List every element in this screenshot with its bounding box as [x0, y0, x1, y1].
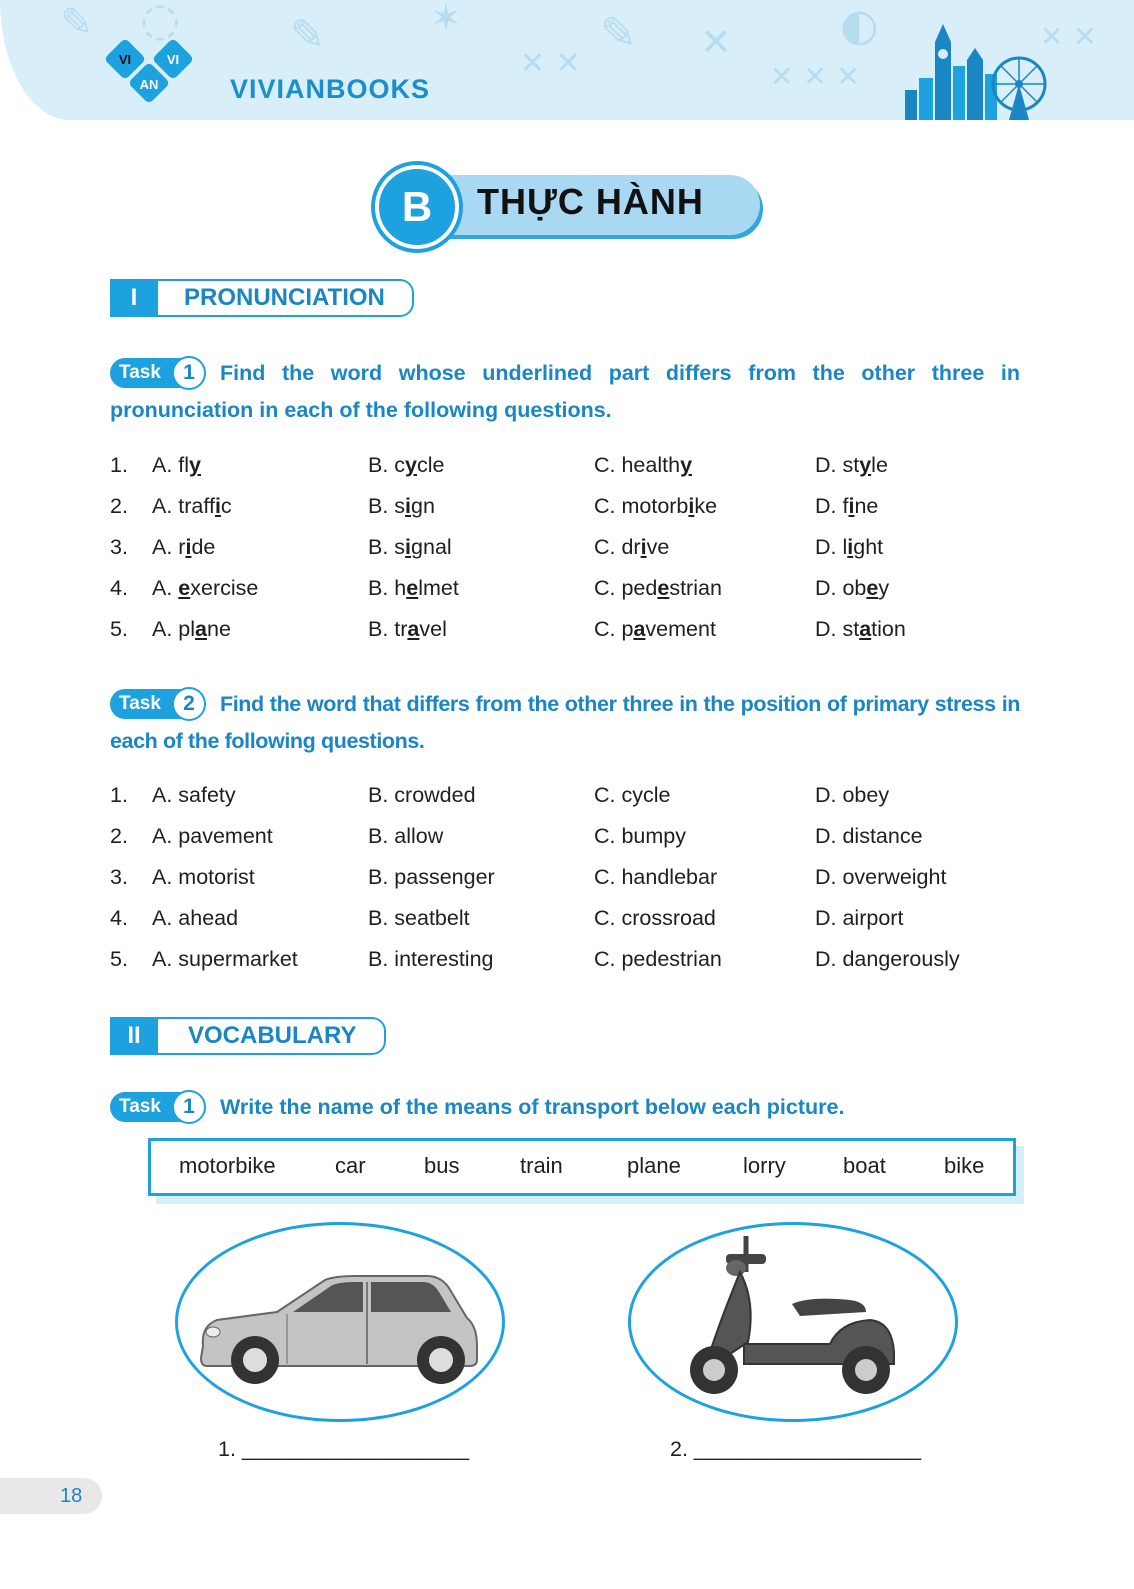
underlined-part: y [189, 453, 202, 477]
answer-option[interactable] [594, 617, 716, 642]
underlined-part: i [847, 535, 854, 559]
motorbike-icon [680, 1232, 910, 1402]
question-row [110, 535, 1030, 571]
question-number: 5. [110, 617, 128, 641]
option-text: tion [871, 617, 906, 641]
section-title: PRONUNCIATION [158, 279, 414, 317]
question-number: 1. [110, 453, 128, 477]
page-header [0, 0, 1134, 120]
option-text: D. l [815, 535, 848, 559]
answer-option[interactable]: D. airport [815, 906, 904, 930]
word-bank-item: lorry [743, 1153, 786, 1178]
option-text: ght [853, 535, 884, 559]
task-instruction-text: Write the name of the means of transport below each picture. [220, 1095, 845, 1119]
option-text: B. h [368, 576, 407, 600]
logo-letter: VI [118, 52, 132, 67]
section-title: VOCABULARY [158, 1017, 386, 1055]
task-instruction [110, 1089, 1020, 1126]
answer-option[interactable]: A. safety [152, 783, 236, 807]
word-bank-item: car [335, 1153, 366, 1178]
answer-option[interactable] [368, 535, 452, 560]
task-number: 1 [172, 356, 206, 390]
question-number: 3. [110, 865, 128, 889]
decor-letter: ✶ [430, 0, 462, 40]
option-text: vel [419, 617, 447, 641]
underlined-part: a [407, 617, 420, 641]
option-text: ne [207, 617, 231, 641]
page-number: 18 [0, 1478, 102, 1514]
option-text: lmet [418, 576, 459, 600]
answer-option[interactable] [594, 494, 717, 519]
question-row [110, 824, 1030, 860]
option-text: A. traff [152, 494, 215, 518]
decor-letter: ◌ [140, 0, 181, 46]
logo-letter: AN [139, 77, 159, 92]
decor-letter: ✕ ✕ ✕ [770, 60, 860, 93]
option-text: D. ob [815, 576, 867, 600]
decor-letter: ✎ [60, 0, 94, 46]
option-text: B. c [368, 453, 406, 477]
section-number: I [110, 279, 158, 317]
option-text: A. [152, 576, 179, 600]
option-text: A. pl [152, 617, 196, 641]
underlined-part: i [214, 494, 221, 518]
answer-option[interactable] [815, 453, 888, 478]
task-label: Task [110, 1092, 194, 1122]
answer-option[interactable]: A. supermarket [152, 947, 298, 971]
option-text: y [878, 576, 890, 600]
decor-letter: ◐ [840, 0, 879, 51]
decor-letter: ✕ [700, 20, 732, 64]
option-text: xercise [190, 576, 259, 600]
option-text: C. dr [594, 535, 641, 559]
underlined-part: i [405, 535, 412, 559]
answer-option[interactable] [152, 617, 231, 642]
answer-option[interactable]: D. obey [815, 783, 890, 807]
answer-option[interactable]: D. dangerously [815, 947, 960, 971]
answer-option[interactable]: C. pedestrian [594, 947, 722, 971]
option-text: D. f [815, 494, 849, 518]
option-text: le [871, 453, 888, 477]
task-instruction [110, 355, 1020, 429]
underlined-part: y [405, 453, 418, 477]
task-number: 1 [172, 1090, 206, 1124]
car-icon [195, 1268, 485, 1388]
option-text: c [220, 494, 232, 518]
answer-option[interactable] [368, 453, 445, 478]
answer-option[interactable]: A. motorist [152, 865, 255, 889]
banner-letter: B [375, 165, 459, 249]
option-text: D. st [815, 453, 860, 477]
option-text: gn [411, 494, 435, 518]
underlined-part: e [866, 576, 879, 600]
answer-option[interactable] [368, 494, 435, 519]
answer-option[interactable]: A. ahead [152, 906, 239, 930]
word-bank-item: bus [424, 1153, 460, 1178]
answer-option[interactable] [152, 576, 258, 601]
answer-option[interactable] [594, 576, 722, 601]
london-skyline-icon [905, 22, 1055, 120]
word-bank-item: motorbike [179, 1153, 276, 1178]
option-text: D. st [815, 617, 860, 641]
answer-option[interactable]: C. bumpy [594, 824, 687, 848]
answer-blank[interactable]: 2. ___________________ [670, 1437, 922, 1461]
question-number: 4. [110, 906, 128, 930]
option-text: A. r [152, 535, 186, 559]
underlined-part: a [859, 617, 872, 641]
task-instruction-text: Find the word whose underlined part differs from the other three in pronunciation in each of the following questions. [110, 361, 1020, 422]
decor-letter: ✕ ✕ [1040, 20, 1097, 53]
question-row [110, 617, 1030, 653]
question-row [110, 783, 1030, 819]
option-text: C. health [594, 453, 681, 477]
section-b-banner [375, 165, 770, 245]
logo-letter: VI [166, 52, 180, 67]
underlined-part: a [633, 617, 646, 641]
question-row [110, 947, 1030, 983]
question-row [110, 494, 1030, 530]
decor-letter: ✎ [290, 10, 326, 59]
word-bank [148, 1138, 1016, 1196]
brand-name: VIVIANBOOKS [230, 74, 431, 104]
answer-option[interactable]: D. overweight [815, 865, 947, 889]
answer-option[interactable]: C. crossroad [594, 906, 716, 930]
underlined-part: i [848, 494, 855, 518]
word-bank-item: boat [843, 1153, 886, 1178]
option-text: de [191, 535, 216, 559]
answer-option[interactable]: B. allow [368, 824, 444, 848]
answer-option[interactable] [815, 535, 883, 560]
question-row [110, 865, 1030, 901]
answer-option[interactable] [594, 535, 669, 560]
answer-option[interactable] [815, 576, 889, 601]
underlined-part: e [178, 576, 191, 600]
word-bank-item: plane [627, 1153, 681, 1178]
underlined-part: e [406, 576, 419, 600]
word-bank-item: train [520, 1153, 563, 1178]
task-label: Task [110, 358, 194, 388]
question-row [110, 453, 1030, 489]
option-text: gnal [411, 535, 452, 559]
option-text: strian [669, 576, 722, 600]
vivian-logo-icon [104, 38, 214, 108]
banner-title: THỰC HÀNH [477, 181, 704, 222]
option-text: B. s [368, 494, 406, 518]
underlined-part: a [195, 617, 207, 641]
answer-option[interactable]: C. handlebar [594, 865, 718, 889]
answer-option[interactable]: C. cycle [594, 783, 671, 807]
decor-letter: ✕ ✕ [520, 46, 581, 81]
question-number: 3. [110, 535, 128, 559]
answer-option[interactable] [815, 494, 878, 519]
answer-option[interactable] [368, 617, 447, 642]
underlined-part: i [185, 535, 192, 559]
answer-option[interactable]: B. seatbelt [368, 906, 470, 930]
option-text: C. ped [594, 576, 658, 600]
option-text: B. s [368, 535, 406, 559]
option-text: ke [694, 494, 718, 518]
question-number: 1. [110, 783, 128, 807]
option-text: vement [645, 617, 716, 641]
option-text: A. fl [152, 453, 190, 477]
option-text: B. tr [368, 617, 408, 641]
underlined-part: y [859, 453, 872, 477]
question-number: 2. [110, 494, 128, 518]
answer-option[interactable] [815, 617, 906, 642]
underlined-part: i [405, 494, 412, 518]
answer-blank[interactable]: 1. ___________________ [218, 1437, 470, 1461]
answer-option[interactable] [594, 453, 692, 478]
answer-option[interactable] [152, 453, 201, 478]
answer-option[interactable] [368, 576, 459, 601]
underlined-part: y [680, 453, 693, 477]
answer-option[interactable]: B. interesting [368, 947, 494, 971]
task-instruction [110, 686, 1020, 760]
underlined-part: i [688, 494, 695, 518]
answer-option[interactable]: A. pavement [152, 824, 273, 848]
option-text: cle [417, 453, 445, 477]
question-row [110, 576, 1030, 612]
option-text: C. p [594, 617, 634, 641]
answer-option[interactable]: B. passenger [368, 865, 495, 889]
answer-option[interactable]: D. distance [815, 824, 923, 848]
answer-option[interactable] [152, 535, 215, 560]
answer-option[interactable]: B. crowded [368, 783, 476, 807]
underlined-part: i [640, 535, 647, 559]
decor-letter: ✎ [600, 8, 637, 59]
task-instruction-text: Find the word that differs from the other three in the position of primary stress in each of the following questions. [110, 692, 1020, 753]
task-label: Task [110, 689, 194, 719]
option-text: ne [854, 494, 879, 518]
answer-option[interactable] [152, 494, 232, 519]
section-number: II [110, 1017, 158, 1055]
question-row [110, 906, 1030, 942]
option-text: C. motorb [594, 494, 689, 518]
option-text: ve [646, 535, 670, 559]
question-number: 4. [110, 576, 128, 600]
underlined-part: e [657, 576, 670, 600]
question-number: 2. [110, 824, 128, 848]
question-number: 5. [110, 947, 128, 971]
task-number: 2 [172, 687, 206, 721]
word-bank-item: bike [944, 1153, 985, 1178]
